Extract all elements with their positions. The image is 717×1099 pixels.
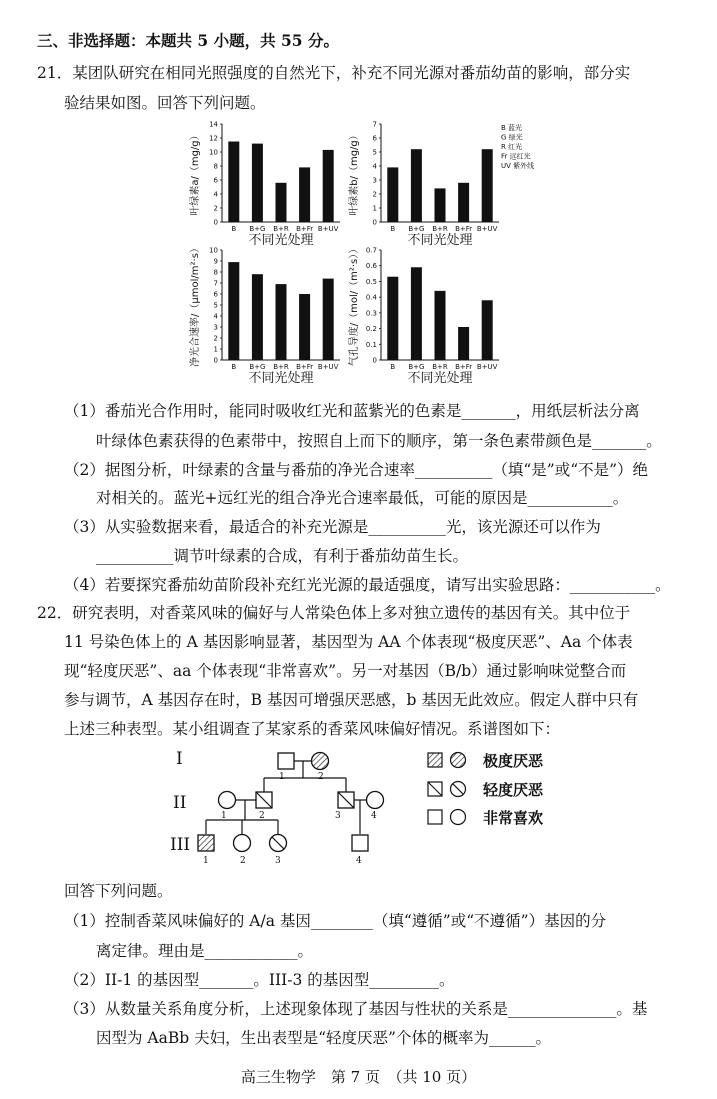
q21-stem-line1: 21．某团队研究在相同光照强度的自然光下，补充不同光源对番茄幼苗的影响，部分实 <box>37 64 631 82</box>
bar-B+R <box>276 284 287 360</box>
svg-text:1: 1 <box>203 856 209 866</box>
svg-text:2: 2 <box>318 772 324 782</box>
svg-text:4: 4 <box>356 856 362 866</box>
y-tick-label: 14 <box>209 120 218 129</box>
y-tick-label: 0.4 <box>365 293 377 302</box>
bar-B+UV <box>323 279 334 360</box>
svg-text:2: 2 <box>259 811 265 821</box>
y-tick-label: 3 <box>372 176 377 185</box>
q22-sub3-line1: （3）从数量关系角度分析，上述现象体现了基因与性状的关系是______________。基 <box>64 1000 648 1018</box>
page-footer: 高三生物学 第 7 页 （共 10 页） <box>240 1068 477 1086</box>
y-tick-label: 5 <box>372 148 377 157</box>
x-tick-label: B+R <box>273 363 289 371</box>
x-tick-label: B+G <box>408 363 425 371</box>
x-tick-label: B <box>231 363 237 371</box>
x-tick-label: B+G <box>249 363 266 371</box>
ped-iii1-male <box>198 835 214 851</box>
y-tick-label: 0.2 <box>365 325 377 334</box>
x-tick-label: B+R <box>273 225 289 233</box>
y-tick-label: 0 <box>213 218 218 227</box>
y-tick-label: 1 <box>372 204 377 213</box>
q21-sub3-line2: __________调节叶绿素的合成，有利于番茄幼苗生长。 <box>96 547 469 565</box>
y-tick-label: 0.3 <box>365 309 377 318</box>
legend-square-like <box>428 810 442 824</box>
y-tick-label: 2 <box>372 190 377 199</box>
y-axis-title: 叶绿素b/（mg/g） <box>349 130 360 216</box>
svg-text:4: 4 <box>371 811 377 821</box>
gen-label-ii: II <box>173 793 187 813</box>
chart-chlorophyll-b <box>345 114 535 252</box>
y-tick-label: 12 <box>209 134 218 143</box>
bar-B+UV <box>482 300 493 360</box>
bar-B+UV <box>482 149 493 222</box>
legend-entry: B 蓝光 <box>501 124 523 132</box>
legend-label-mild: 轻度厌恶 <box>483 781 544 799</box>
y-tick-label: 10 <box>209 246 218 255</box>
y-axis-title: 气孔导度/（mol/（m²·s）） <box>349 243 360 367</box>
x-tick-label: B+Fr <box>455 225 473 233</box>
x-tick-label: B+UV <box>317 225 339 233</box>
y-tick-label: 4 <box>372 162 377 171</box>
gen-label-iii: III <box>170 835 191 855</box>
ped-i1-male <box>278 753 294 769</box>
y-tick-label: 4 <box>213 312 218 321</box>
y-tick-label: 0 <box>372 218 377 227</box>
bar-B+Fr <box>299 167 310 222</box>
x-axis-title: 不同光处理 <box>248 371 314 386</box>
y-tick-label: 10 <box>209 148 218 157</box>
bar-B <box>228 262 239 360</box>
y-tick-label: 4 <box>213 190 218 199</box>
x-tick-label: B <box>390 363 396 371</box>
svg-text:3: 3 <box>275 856 281 866</box>
bar-B+R <box>276 183 287 222</box>
q22-sub2: （2）II-1 的基因型_______。III-3 的基因型_________。 <box>64 971 455 989</box>
q22-sub1-line2: 离定律。理由是____________。 <box>96 942 314 960</box>
x-tick-label: B+UV <box>317 363 339 371</box>
q21-sub4: （4）若要探究番茄幼苗阶段补充红光光源的最适强度，请写出实验思路：___________。 <box>64 576 671 594</box>
y-tick-label: 6 <box>213 290 218 299</box>
x-tick-label: B <box>231 225 237 233</box>
y-axis-title: 叶绿素a/（mg/g） <box>190 130 201 216</box>
y-tick-label: 6 <box>372 134 377 143</box>
y-tick-label: 5 <box>213 301 218 310</box>
y-tick-label: 0.6 <box>365 262 377 271</box>
bar-B+G <box>252 144 263 222</box>
bar-B+G <box>411 149 422 222</box>
ped-iii4-male <box>352 835 368 851</box>
bar-B+G <box>252 274 263 360</box>
legend-circle-like <box>451 810 466 825</box>
svg-text:1: 1 <box>221 811 227 821</box>
y-tick-label: 8 <box>213 162 218 171</box>
x-tick-label: B+UV <box>476 225 498 233</box>
ped-ii1-female <box>219 792 236 809</box>
x-axis-title: 不同光处理 <box>407 233 473 248</box>
x-tick-label: B+Fr <box>455 363 473 371</box>
chart-net-photosynthesis <box>186 244 351 389</box>
y-tick-label: 2 <box>213 204 218 213</box>
y-tick-label: 0 <box>213 356 218 365</box>
y-axis-title: 净光合速率/（μmol/m²·s） <box>190 243 201 367</box>
x-axis-title: 不同光处理 <box>248 233 314 248</box>
q21-sub2-line2: 对相关的。蓝光+远红光的组合净光合速率最低，可能的原因是___________。 <box>96 489 629 507</box>
q21-sub1-line2: 叶绿体色素获得的色素带中，按照自上而下的顺序，第一条色素带颜色是_______。 <box>96 432 662 450</box>
x-tick-label: B <box>390 225 396 233</box>
q22-stem-line2: 11 号染色体上的 A 基因影响显著，基因型为 AA 个体表现“极度厌恶”、Aa 个体表 <box>64 633 633 651</box>
legend-label-extreme: 极度厌恶 <box>483 752 544 770</box>
bar-B <box>387 277 398 360</box>
y-tick-label: 2 <box>213 334 218 343</box>
bar-B+Fr <box>458 183 469 222</box>
q22-sub3-line2: 因型为 AaBb 夫妇，生出表型是“轻度厌恶”个体的概率为______。 <box>96 1029 551 1047</box>
svg-text:2: 2 <box>240 856 246 866</box>
gen-label-i: I <box>176 749 183 769</box>
y-tick-label: 3 <box>213 323 218 332</box>
y-tick-label: 0 <box>372 356 377 365</box>
x-axis-title: 不同光处理 <box>407 371 473 386</box>
ped-ii4-female <box>367 792 384 809</box>
svg-text:1: 1 <box>279 772 285 782</box>
bar-B+G <box>411 267 422 360</box>
x-tick-label: B+Fr <box>296 363 314 371</box>
bar-B+Fr <box>458 327 469 360</box>
bar-B+Fr <box>299 294 310 360</box>
legend-entry: R 红光 <box>501 143 523 151</box>
q21-sub1-line1: （1）番茄光合作用时，能同时吸收红光和蓝紫光的色素是_______，用纸层析法分离 <box>64 402 640 420</box>
x-tick-label: B+G <box>408 225 425 233</box>
section-header: 三、非选择题：本题共 5 小题，共 55 分。 <box>37 31 339 50</box>
chart-chlorophyll-a <box>186 114 351 252</box>
ped-i2-female <box>312 753 329 770</box>
pedigree-diagram <box>160 738 580 877</box>
legend-label-like: 非常喜欢 <box>483 809 544 827</box>
bar-B <box>387 167 398 222</box>
legend-entry: Fr 远红光 <box>501 152 531 161</box>
y-tick-label: 7 <box>372 120 377 129</box>
y-tick-label: 8 <box>213 268 218 277</box>
x-tick-label: B+Fr <box>296 225 314 233</box>
legend-circle-extreme <box>451 753 466 768</box>
q21-sub2-line1: （2）据图分析，叶绿素的含量与番茄的净光合速率__________（填“是”或“不是”）绝 <box>64 461 649 479</box>
q22-stem-line4: 参与调节，A 基因存在时，B 基因可增强厌恶感，b 基因无此效应。假定人群中只有 <box>64 691 639 709</box>
y-tick-label: 1 <box>213 345 218 354</box>
chart-stomatal-conductance <box>345 244 535 389</box>
x-tick-label: B+G <box>249 225 266 233</box>
y-tick-label: 0.1 <box>365 340 377 349</box>
bar-B+R <box>435 291 446 360</box>
y-tick-label: 6 <box>213 176 218 185</box>
x-tick-label: B+UV <box>476 363 498 371</box>
y-tick-label: 7 <box>213 279 218 288</box>
bar-B+UV <box>323 150 334 222</box>
legend-entry: G 绿光 <box>501 133 523 142</box>
q22-stem-line3: 现“轻度厌恶”、aa 个体表现“非常喜欢”。另一对基因（B/b）通过影响味觉整合而 <box>64 662 627 680</box>
legend-entry: UV 紫外线 <box>501 162 535 170</box>
svg-text:3: 3 <box>335 811 341 821</box>
q21-stem-line2: 验结果如图。回答下列问题。 <box>64 94 266 112</box>
q21-sub3-line1: （3）从实验数据来看，最适合的补充光源是__________光，该光源还可以作为 <box>64 518 601 536</box>
legend-square-extreme <box>428 753 442 767</box>
ped-iii2-female <box>234 835 251 852</box>
bar-B <box>228 142 239 223</box>
q22-sub1-line1: （1）控制香菜风味偏好的 A/a 基因________（填“遵循”或“不遵循”）基因的分 <box>64 912 607 930</box>
bar-B+R <box>435 188 446 222</box>
y-tick-label: 9 <box>213 257 218 266</box>
q22-ask: 回答下列问题。 <box>64 882 173 900</box>
y-tick-label: 0.7 <box>365 246 377 255</box>
y-tick-label: 0.5 <box>365 277 377 286</box>
x-tick-label: B+R <box>432 225 448 233</box>
x-tick-label: B+R <box>432 363 448 371</box>
q22-stem-line5: 上述三种表型。某小组调查了某家系的香菜风味偏好情况。系谱图如下： <box>64 720 561 738</box>
q22-stem-line1: 22．研究表明，对香菜风味的偏好与人常染色体上多对独立遗传的基因有关。其中位于 <box>37 604 631 622</box>
